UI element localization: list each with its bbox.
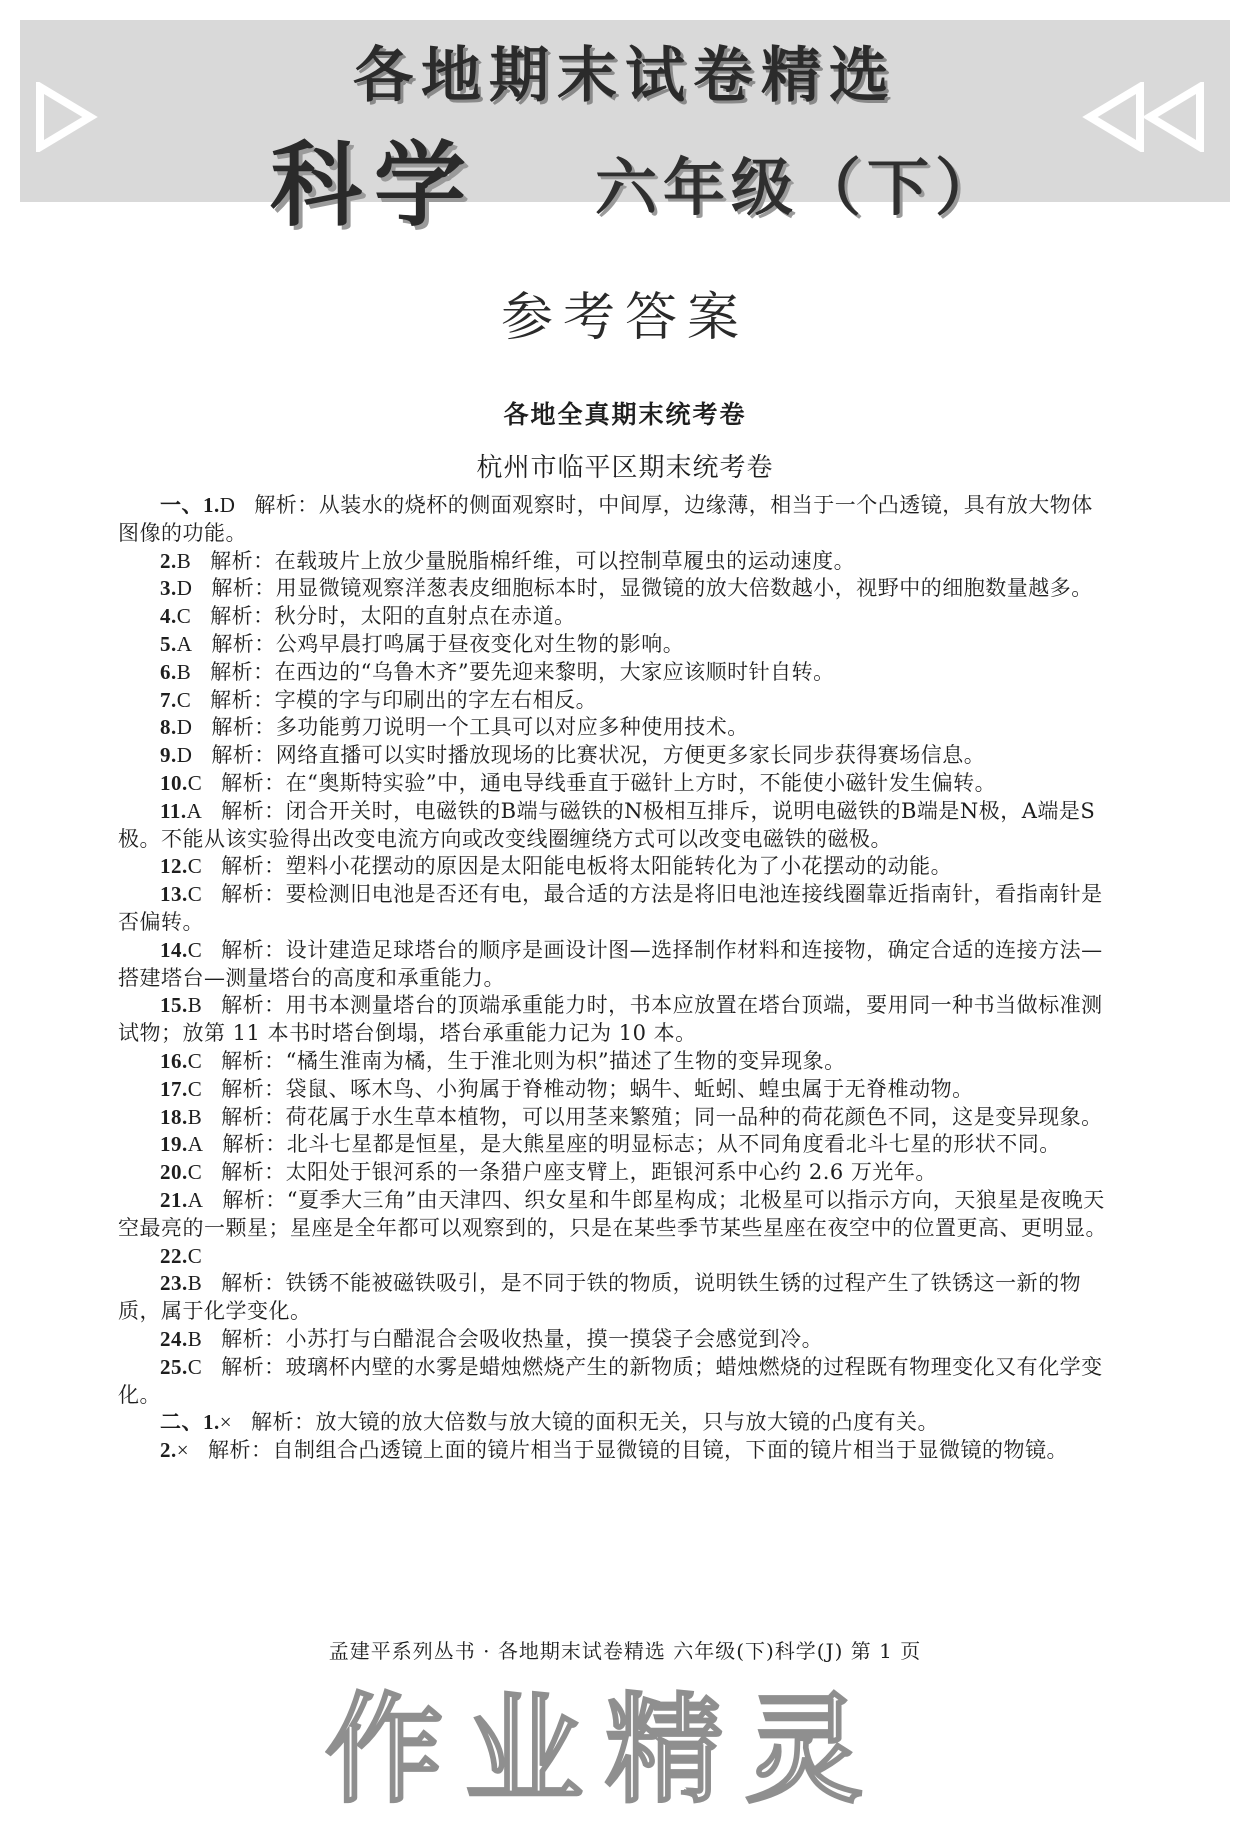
answer-item: 3.D 解析：用显微镜观察洋葱表皮细胞标本时，显微镜的放大倍数越小，视野中的细胞数量越多。	[160, 576, 1093, 601]
answer-item: 20.C 解析：太阳处于银河系的一条猎户座支臂上，距银河系中心约 2.6 万光年。	[160, 1160, 937, 1185]
page-title: 参考答案	[500, 288, 749, 348]
answer-item: 17.C 解析：袋鼠、啄木鸟、小狗属于脊椎动物；蜗牛、蚯蚓、蝗虫属于无脊椎动物。	[160, 1076, 974, 1101]
section-title: 各地全真期末统考卷	[503, 400, 747, 429]
paper-title: 杭州市临平区期末统考卷	[476, 453, 774, 483]
answer-item: 6.B 解析：在西边的“乌鲁木齐”要先迎来黎明，大家应该顺时针自转。	[160, 659, 835, 684]
answer-item: 一、1.D 解析：从装水的烧杯的侧面观察时，中间厚，边缘薄，相当于一个凸透镜，具有放大物体图像的功能。	[118, 493, 1093, 545]
answer-item: 21.A 解析：“夏季大三角”由天津四、织女星和牛郎星构成；北极星可以指示方向，天狼星是夜晚天空最亮的一颗星；星座是全年都可以观察到的，只是在某些季节某些星座在夜空中的位置更高、更明显。	[118, 1187, 1107, 1240]
answer-item: 二、1.× 解析：放大镜的放大倍数与放大镜的面积无关，只与放大镜的凸度有关。	[160, 1410, 939, 1435]
answer-item: 8.D 解析：多功能剪刀说明一个工具可以对应多种使用技术。	[160, 715, 749, 740]
answer-item: 10.C 解析：在“奥斯特实验”中，通电导线垂直于磁针上方时，不能使小磁针发生偏转。	[160, 770, 997, 795]
watermark: 作业精灵	[325, 1681, 886, 1819]
answer-list	[118, 492, 1114, 1465]
answer-item: 5.A 解析：公鸡早晨打鸣属于昼夜变化对生物的影响。	[160, 631, 685, 656]
answer-item: 11.A 解析：闭合开关时，电磁铁的B端与磁铁的N极相互排斥，说明电磁铁的B端是N极，A端是S极。不能从该实验得出改变电流方向或改变线圈缠绕方式可以改变电磁铁的磁极。	[118, 798, 1096, 851]
answer-item: 12.C 解析：塑料小花摆动的原因是太阳能电板将太阳能转化为了小花摆动的动能。	[160, 854, 953, 879]
answer-item: 2.B 解析：在载玻片上放少量脱脂棉纤维，可以控制草履虫的运动速度。	[160, 548, 856, 573]
answer-item: 9.D 解析：网络直播可以实时播放现场的比赛状况，方便更多家长同步获得赛场信息。	[160, 743, 986, 768]
answer-item: 18.B 解析：荷花属于水生草本植物，可以用茎来繁殖；同一品种的荷花颜色不同，这是变异现象。	[160, 1104, 1103, 1129]
subject-title: 科学	[270, 132, 479, 239]
answer-item: 15.B 解析：用书本测量塔台的顶端承重能力时，书本应放置在塔台顶端，要用同一种书当做标准测试物；放第 11 本书时塔台倒塌，塔台承重能力记为 10 本。	[118, 993, 1103, 1046]
answer-item: 4.C 解析：秋分时，太阳的直射点在赤道。	[160, 604, 576, 629]
answer-item: 22.C	[160, 1243, 203, 1268]
answer-item: 13.C 解析：要检测旧电池是否还有电，最合适的方法是将旧电池连接线圈靠近指南针，看指南针是否偏转。	[118, 882, 1103, 934]
answer-item: 19.A 解析：北斗七星都是恒星，是大熊星座的明显标志；从不同角度看北斗七星的形状不同。	[160, 1132, 1061, 1157]
answer-item: 14.C 解析：设计建造足球塔台的顺序是画设计图—选择制作材料和连接物，确定合适的连接方法—搭建塔台—测量塔台的高度和承重能力。	[118, 937, 1103, 990]
answer-item: 24.B 解析：小苏打与白醋混合会吸收热量，摸一摸袋子会感觉到冷。	[160, 1326, 824, 1351]
answer-item: 16.C 解析：“橘生淮南为橘，生于淮北则为枳”描述了生物的变异现象。	[160, 1048, 846, 1073]
answer-item: 23.B 解析：铁锈不能被磁铁吸引，是不同于铁的物质，说明铁生锈的过程产生了铁锈这一新的物质，属于化学变化。	[118, 1271, 1082, 1324]
grade-title: 六年级（下）	[595, 151, 1004, 224]
answer-item: 7.C 解析：字模的字与印刷出的字左右相反。	[160, 687, 598, 712]
answer-item: 2.× 解析：自制组合凸透镜上面的镜片相当于显微镜的目镜，下面的镜片相当于显微镜的物镜。	[160, 1438, 1068, 1463]
header-banner	[20, 20, 1230, 239]
book-series-title: 各地期末试卷精选	[353, 41, 897, 111]
answer-item: 25.C 解析：玻璃杯内壁的水雾是蜡烛燃烧产生的新物质；蜡烛燃烧的过程既有物理变化又有化学变化。	[118, 1354, 1103, 1407]
page-footer: 孟建平系列丛书 · 各地期末试卷精选 六年级(下)科学(J) 第 1 页	[328, 1639, 922, 1663]
